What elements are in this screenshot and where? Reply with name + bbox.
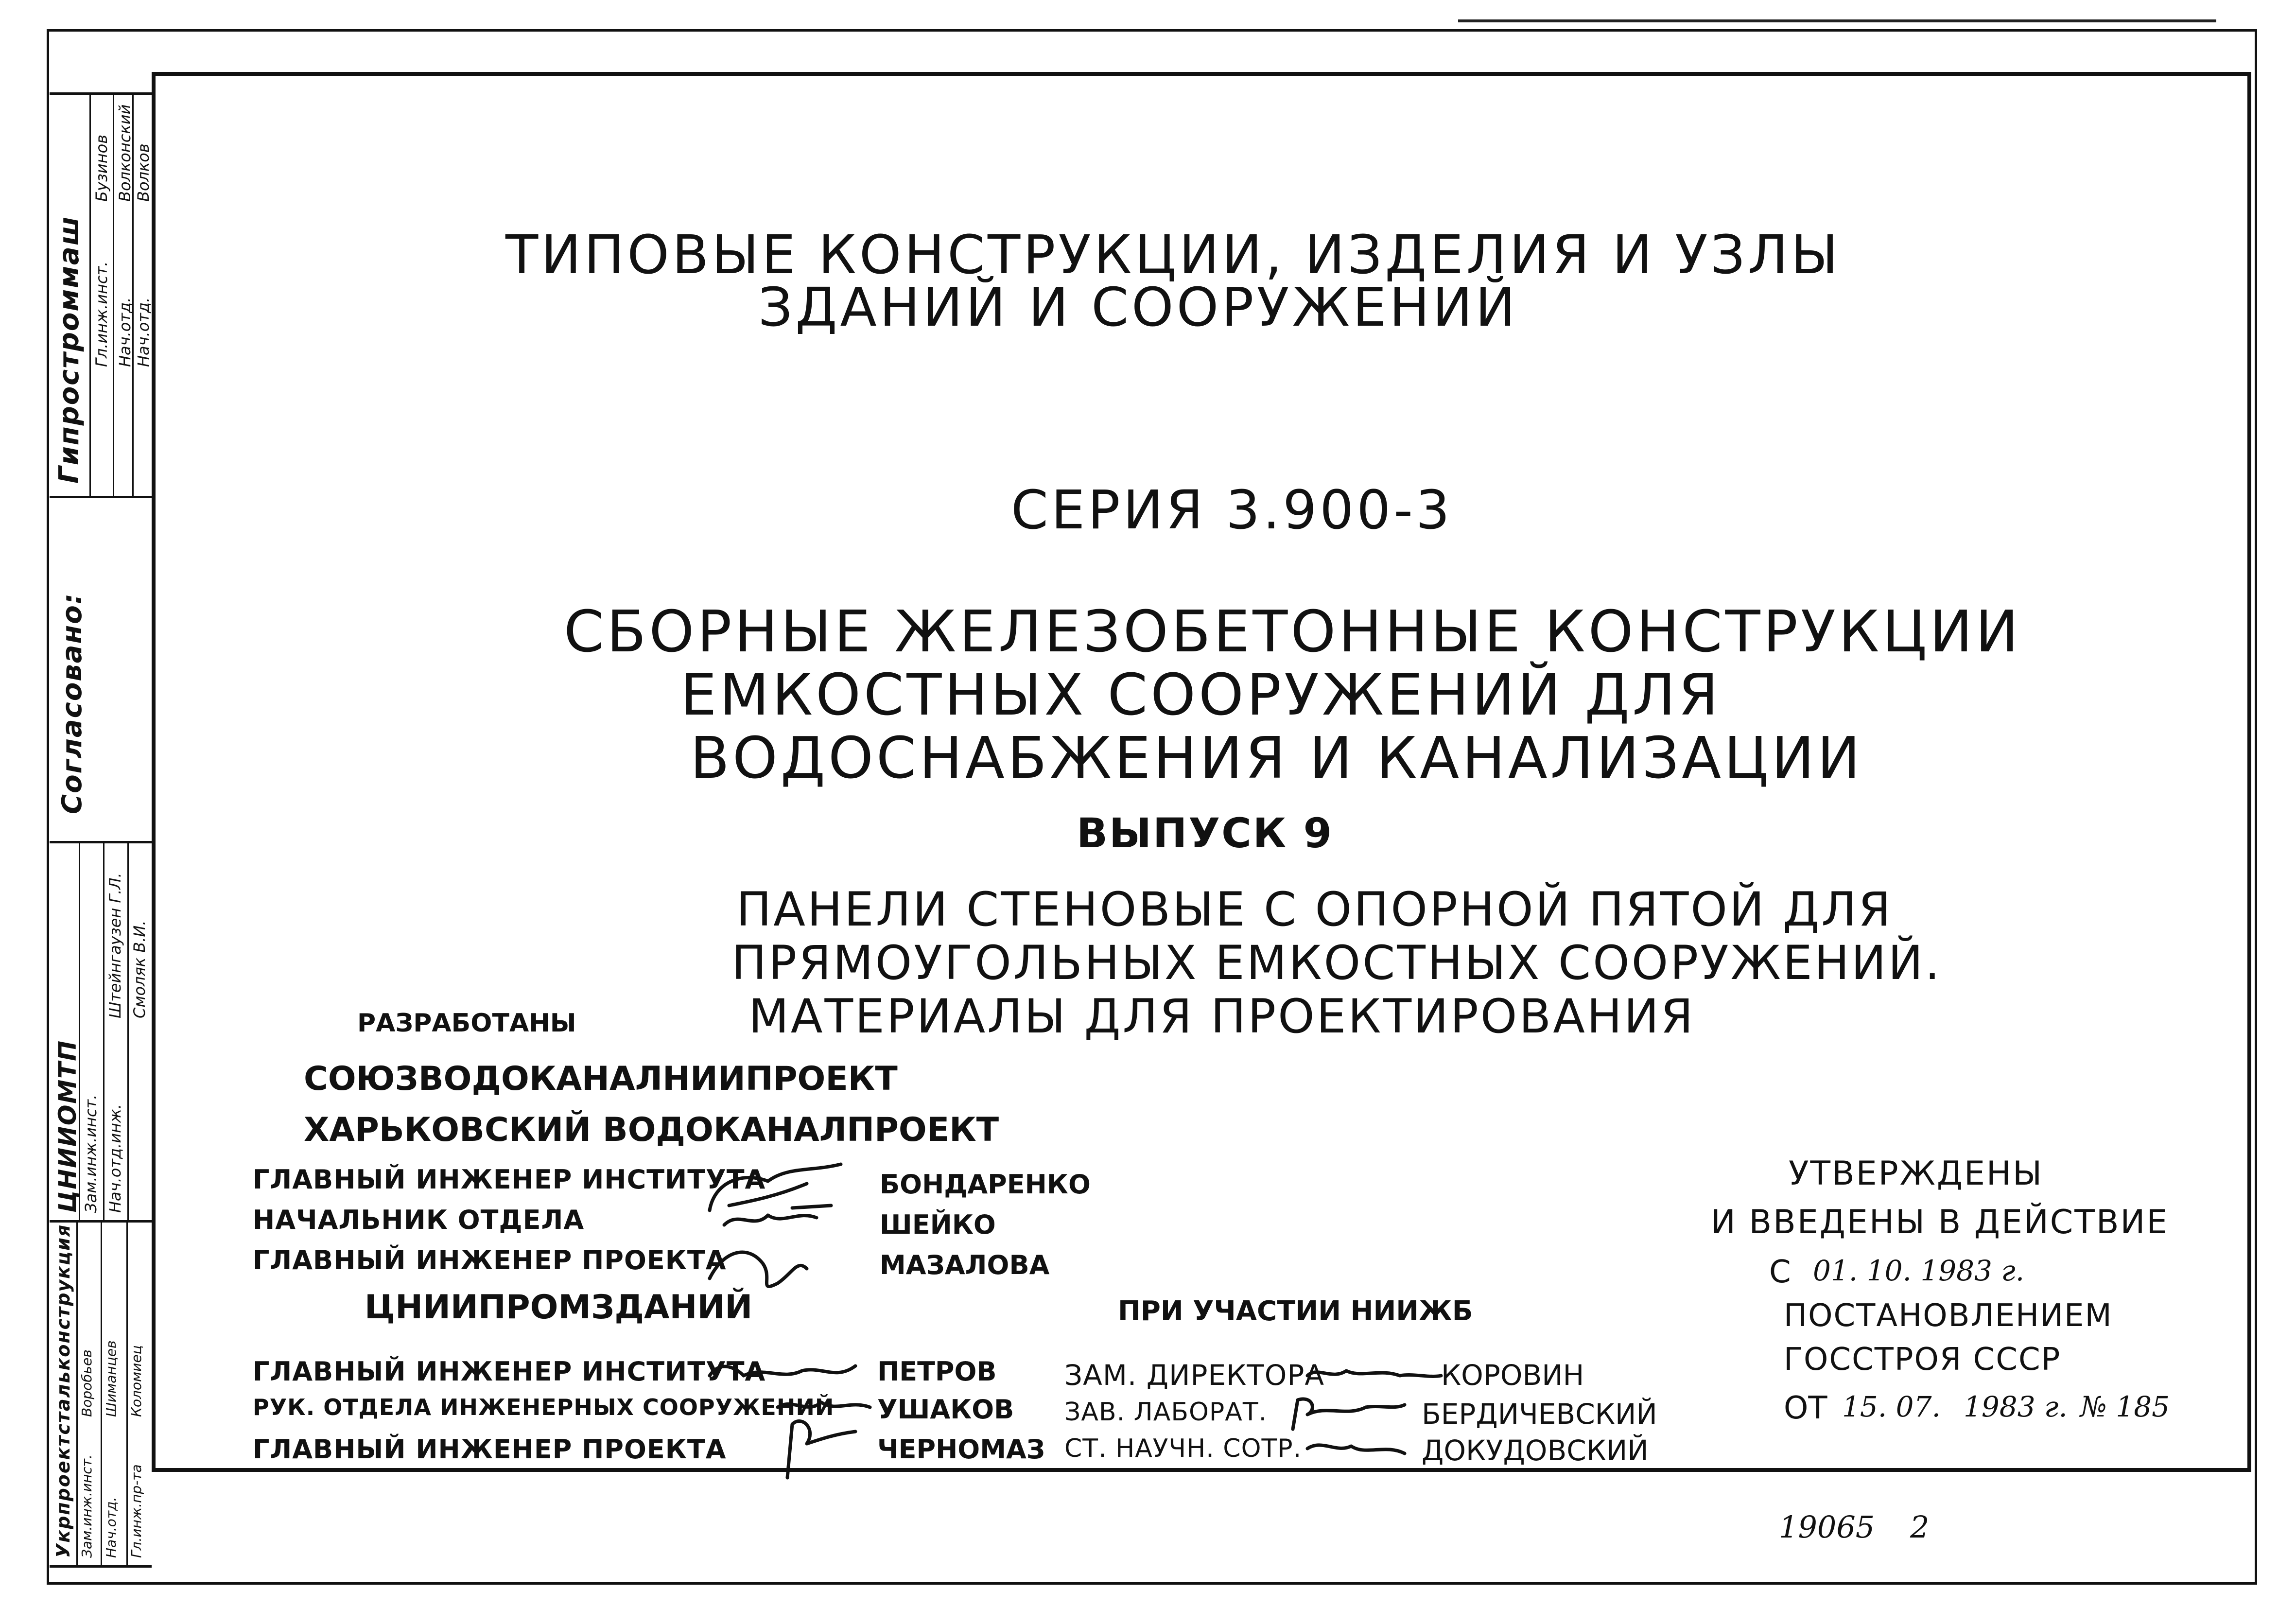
stamp-top-name-2: Волконский	[116, 104, 134, 202]
stamp-top-name-1: Бузинов	[92, 134, 111, 202]
stamp-divider	[113, 95, 114, 496]
approval-line-2: И ВВЕДЕНЫ В ДЕЙСТВИЕ	[1711, 1203, 2169, 1241]
stamp-agreed-label: Согласовано:	[56, 592, 88, 814]
header-line-2: ЗДАНИЙ И СООРУЖЕНИЙ	[758, 276, 1518, 338]
signature-berdichevsky	[1283, 1390, 1409, 1434]
subject-line-3: ВОДОСНАБЖЕНИЯ И КАНАЛИЗАЦИИ	[690, 724, 1863, 791]
stamp-divider	[127, 843, 129, 1220]
stamp-mid-role-2: Нач.отд.инж.	[106, 1104, 124, 1213]
description-line-2: ПРЯМОУГОЛЬНЫХ ЕМКОСТНЫХ СООРУЖЕНИЙ.	[731, 936, 1942, 990]
participant-role-3: СТ. НАУЧН. СОТР.	[1064, 1434, 1302, 1463]
signature-chernomaz	[768, 1410, 865, 1483]
approval-decree-year: 1983 г.	[1964, 1390, 2068, 1423]
staff-role-1: ГЛАВНЫЙ ИНЖЕНЕР ИНСТИТУТА	[253, 1164, 766, 1195]
stamp-low-role-2: Нач.отд.	[103, 1497, 119, 1558]
stamp-top-org: Гипростроммаш	[53, 215, 85, 484]
participant-name-2: БЕРДИЧЕВСКИЙ	[1422, 1398, 1657, 1431]
stamp-mid-role-1: Зам.инж.инст.	[82, 1094, 100, 1213]
stamp-low-role-1: Зам.инж.инст.	[79, 1454, 95, 1558]
approval-line-4: ПОСТАНОВЛЕНИЕМ	[1784, 1298, 2113, 1334]
stamp-low-org: Укрпроектстальконструкция	[52, 1223, 74, 1558]
stamp-low-role-3: Гл.инж.пр-та	[128, 1464, 144, 1558]
series-number: СЕРИЯ 3.900-3	[1011, 479, 1453, 541]
stamp-divider	[103, 843, 104, 1220]
header-line-1: ТИПОВЫЕ КОНСТРУКЦИИ, ИЗДЕЛИЯ И УЗЛЫ	[505, 224, 1841, 286]
subject-line-1: СБОРНЫЕ ЖЕЛЕЗОБЕТОННЫЕ КОНСТРУКЦИИ	[564, 598, 2021, 665]
sheet-number: 2	[1910, 1509, 1930, 1545]
scan-edge-line	[1458, 19, 2216, 22]
staff-role-3: ГЛАВНЫЙ ИНЖЕНЕР ПРОЕКТА	[253, 1245, 727, 1276]
developer-org-2: ХАРЬКОВСКИЙ ВОДОКАНАЛПРОЕКТ	[304, 1111, 999, 1149]
stamp-divider	[126, 1223, 128, 1565]
stamp-mid-name-2: Смоляк В.И.	[130, 920, 149, 1018]
stamp-divider	[76, 1223, 78, 1565]
staff2-name-3: ЧЕРНОМАЗ	[877, 1434, 1045, 1465]
participant-role-2: ЗАВ. ЛАБОРАТ.	[1064, 1398, 1268, 1427]
participant-role-1: ЗАМ. ДИРЕКТОРА	[1064, 1359, 1325, 1392]
staff2-name-1: ПЕТРОВ	[877, 1356, 997, 1387]
issue-number: ВЫПУСК 9	[1077, 809, 1334, 857]
signature-dokudovsky	[1303, 1429, 1419, 1468]
stamp-mid-org: ЦНИИОМТП	[53, 1039, 82, 1213]
approval-decree-date: 15. 07.	[1842, 1390, 1941, 1423]
side-approval-stamp	[50, 92, 153, 1558]
stamp-divider	[89, 95, 91, 496]
stamp-low-name-1: Шиманцев	[103, 1340, 119, 1417]
staff-role-2: НАЧАЛЬНИК ОТДЕЛА	[253, 1205, 585, 1235]
staff2-role-1: ГЛАВНЫЙ ИНЖЕНЕР ИНСТИТУТА	[253, 1356, 766, 1387]
staff2-role-2: РУК. ОТДЕЛА ИНЖЕНЕРНЫХ СООРУЖЕНИЙ	[253, 1394, 835, 1420]
stamp-top-role-3: Нач.отд.	[134, 297, 153, 367]
inventory-number: 19065	[1779, 1509, 1875, 1545]
stamp-top-name-3: Волков	[134, 143, 153, 202]
staff-name-1: БОНДАРЕНКО	[880, 1169, 1091, 1200]
approval-decree-number: № 185	[2080, 1390, 2170, 1423]
developer-org-1: СОЮЗВОДОКАНАЛНИИПРОЕКТ	[304, 1060, 898, 1098]
approval-line-5: ГОССТРОЯ СССР	[1784, 1342, 2061, 1378]
subject-line-2: ЕМКОСТНЫХ СООРУЖЕНИЙ ДЛЯ	[680, 661, 1722, 728]
stamp-divider	[101, 1223, 102, 1565]
description-line-1: ПАНЕЛИ СТЕНОВЫЕ С ОПОРНОЙ ПЯТОЙ ДЛЯ	[736, 882, 1893, 937]
stamp-low-name-2: Коломиец	[128, 1345, 144, 1417]
approval-date-prefix: С	[1769, 1254, 1791, 1290]
staff2-role-3: ГЛАВНЫЙ ИНЖЕНЕР ПРОЕКТА	[253, 1434, 727, 1465]
approval-decree-prefix: ОТ	[1784, 1390, 1827, 1426]
participant-name-1: КОРОВИН	[1441, 1359, 1584, 1392]
signature-korovin	[1303, 1356, 1444, 1390]
description-line-3: МАТЕРИАЛЫ ДЛЯ ПРОЕКТИРОВАНИЯ	[748, 989, 1695, 1044]
approval-effective-date: 01. 10. 1983 г.	[1813, 1254, 2025, 1287]
stamp-mid-name-1: Штейнгаузен Г.Л.	[106, 873, 124, 1018]
developer-org-3: ЦНИИПРОМЗДАНИЙ	[365, 1288, 753, 1327]
stamp-top-role-1: Гл.инж.инст.	[92, 261, 111, 367]
stamp-low-name-3: Воробьев	[79, 1349, 95, 1417]
stamp-top-role-2: Нач.отд.	[116, 297, 134, 367]
participant-name-3: ДОКУДОВСКИЙ	[1422, 1434, 1649, 1467]
participation-label: ПРИ УЧАСТИИ НИИЖБ	[1118, 1295, 1473, 1327]
approval-line-1: УТВЕРЖДЕНЫ	[1789, 1154, 2044, 1193]
developed-label: РАЗРАБОТАНЫ	[357, 1009, 576, 1038]
staff2-name-2: УШАКОВ	[877, 1394, 1014, 1425]
staff-name-2: ШЕЙКО	[880, 1209, 996, 1240]
staff-name-3: МАЗАЛОВА	[880, 1250, 1050, 1280]
